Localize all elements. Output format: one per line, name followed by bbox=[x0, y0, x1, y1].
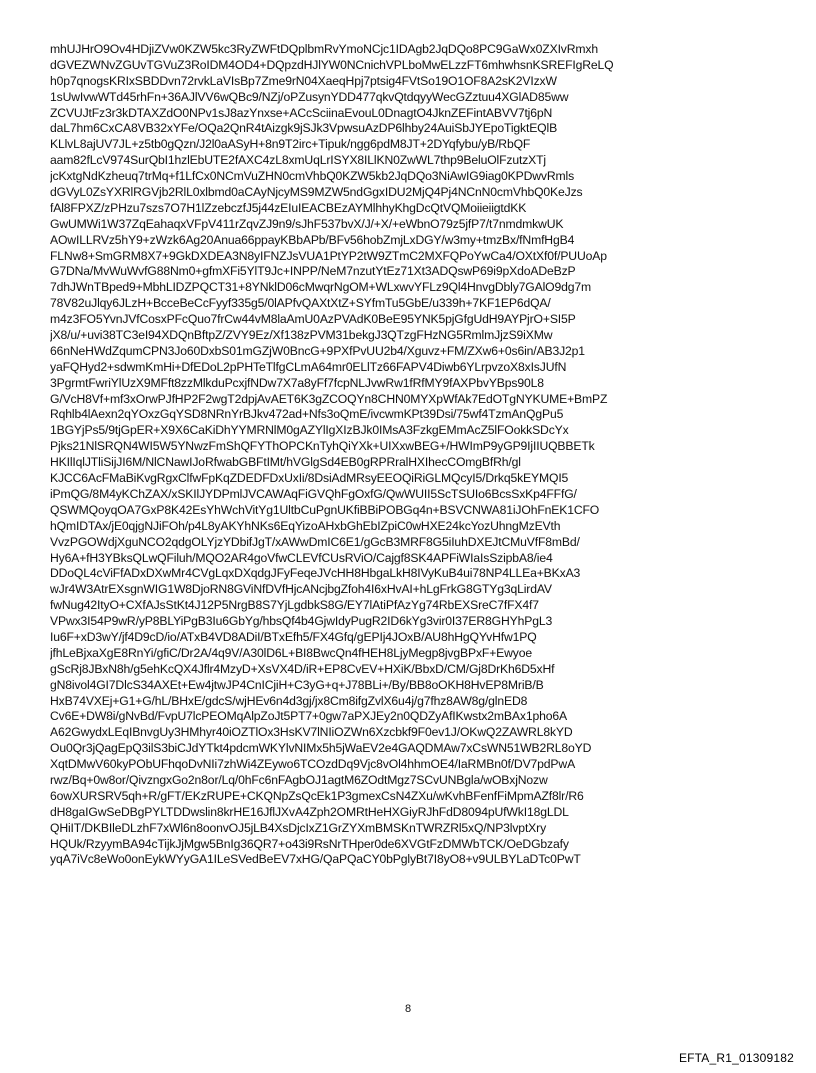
encoded-text-line: DDoQL4cViFfADxDXwMr4CVgLqxDXqdgJFyFeqeJVcHH8HbgaLkH8IVyKuB4ui78NP4LLEa+BKxA3 bbox=[50, 566, 581, 581]
encoded-text-line: fwNug42ItyO+CXfAJsStKt4J12P5NrgB8S7YjLgdbkS8G/EY7lAtiPfAzYg74RbEXSreC7fFX4f7 bbox=[50, 598, 539, 613]
encoded-text-line: VvzPGOWdjXguNCO2qdgOLYjzYDbifJgT/xAWwDmIC6E1/gGcB3MRF8G5iIuhDXEJtCMuVfF8mBd/ bbox=[50, 534, 580, 549]
encoded-text-line: ZCVUJtFz3r3kDTAXZdO0NPv1sJ8azYnxse+ACcSciinaEvouL0DnagtO4JknZEFintABVV7tj6pN bbox=[50, 105, 553, 120]
encoded-text-line: 66nNeHWdZqumCPN3Jo60DxbS01mGZjW0BncG+9PXfPvUU2b4/Xguvz+FM/ZXw6+0s6in/AB3J2p1 bbox=[50, 343, 585, 358]
page-number: 8 bbox=[404, 1003, 412, 1015]
encoded-text-line: jcKxtgNdKzheuq7trMq+f1LfCx0NCmVuZHN0cmVhbQ0KZW5kb2JqDQo3NiAwIG9iag0KPDwvRmls bbox=[50, 169, 575, 184]
encoded-text-line: Iu6F+xD3wY/jf4D9cD/io/ATxB4VD8ADiI/BTxEfh5/FX4Gfq/gEPIj4JOxB/AU8hHgQYvHfw1PQ bbox=[50, 629, 537, 644]
encoded-text-line: gN8ivol4GI7DlcS34AXEt+Ew4jtwJP4CnICjiH+C3yG+q+J78BLi+/By/BB8oOKH8HvEP8MriB/B bbox=[50, 677, 544, 692]
document-id-stamp: EFTA_R1_01309182 bbox=[678, 1051, 794, 1065]
encoded-text-line: daL7hm6CxCA8VB32xYFe/OQa2QnR4tAizgk9jSJk3VpwsuAzDP6lhby24AuiSbJYEpoTigktEQlB bbox=[50, 121, 558, 136]
encoded-text-line: FLNw8+SmGRM8X7+9GkDXDEA3N8yIFNZJsVUA1PtYP2tW9ZTmC2MXFQPoYwCa4/OXtXf0f/PUUoAp bbox=[50, 248, 607, 263]
encoded-text-line: Cv6E+DW8i/gNvBd/FvpU7lcPEOMqAlpZoJt5PT7+0gw7aPXJEy2n0QDZyAfIKwstx2mBAx1pho6A bbox=[50, 709, 567, 724]
encoded-text-line: 78V82uJlqy6JLzH+BcceBeCcFyyf335g5/0lAPfvQAXtXtZ+SYfmTu5GbE/u339h+7KF1EP6dQA/ bbox=[50, 296, 551, 311]
encoded-text-line: KJCC6AcFMaBiKvgRgxClfwFpKqZDEDFDxUxIi/8DsiAdMRsyEEOQiRiGLMQcyI5/Drkq5kEYMQI5 bbox=[50, 471, 569, 486]
encoded-text-line: 1sUwIvwWTd45rhFn+36AJlVV6wQBc9/NZj/oPZusynYDD477qkvQtdqyyWecGZztuu4XGlAD85ww bbox=[50, 89, 569, 104]
encoded-text-line: A62GwydxLEqIBnvgUy3HMhyr40iOZTlOx3HsKV7lNIiOZWn6Xzcbkf9F0ev1J/OKwQ2ZAWRL8kYD bbox=[50, 725, 573, 740]
encoded-text-line: dGVyL0ZsYXRlRGVjb2RlL0xlbmd0aCAyNjcyMS9MZW5ndGgxIDU2MjQ4Pj4NCnN0cmVhbQ0KeJzs bbox=[50, 185, 583, 200]
encoded-text-line: QHiIT/DKBIleDLzhF7xWl6n8oonvOJ5jLB4XsDjcIxZ1GrZYXmBMSKnTWRZRl5xQ/NP3lvptXry bbox=[50, 820, 547, 835]
encoded-text-line: HKIlIqlJTliSijJI6M/NlCNawIJoRfwabGBFtIMt/hVGlgSd4EB0gRPRralHXIhecCOmgBfRh/gl bbox=[50, 455, 521, 470]
encoded-text-line: hQmIDTAx/jE0qjgNJiFOh/p4L8yAKYhNKs6EqYizoAHxbGhEbIZpiC0wHXE24kcYozUhngMzEVth bbox=[50, 518, 561, 533]
encoded-text-line: VPwx3I54P9wR/yP8BLYiPgB3Iu6GbYg/hbsQf4b4GjwIdyPugR2ID6kYg3vir0I37ER8GHYhPgL3 bbox=[50, 614, 553, 629]
encoded-text-line: Pjks21NlSRQN4WI5W5YNwzFmShQFYThOPCKnTyhQiYXk+UIXxwBEG+/HWImP9yGP9IjIIUQBBETk bbox=[50, 439, 595, 454]
encoded-text-line: h0p7qnogsKRIxSBDDvn72rvkLaVIsBp7Zme9rN04XaeqHpj7ptsig4FVtSo19O1OF8A2sK2VIzxW bbox=[50, 73, 557, 88]
encoded-text-line: QSWMQoyqOA7GxP8K42EsYhWchVitYg1UltbCuPgnUKfiBBiPOBGq4n+BSVCNWA81iJOhFnEK1CFO bbox=[50, 502, 600, 517]
encoded-text-line: G/VcH8Vf+mf3xOrwPJfHP2F2wgT2dpjAvAET6K3gZCOQYn8CHN0MYXpWfAk7EdOTgNYKUME+BmPZ bbox=[50, 391, 608, 406]
encoded-text-line: gScRj8JBxN8h/g5ehKcQX4Jflr4MzyD+XsVX4D/iR+EP8CvEV+HXiK/BbxD/CM/Gj8DrKh6D5xHf bbox=[50, 661, 555, 676]
encoded-text-line: dH8gaIGwSeDBgPYLTDDwslin8krHE16JflJXvA4Zph2OMRtHeHXGiyRJhFdD8094pUfWkI18gLDL bbox=[50, 804, 569, 819]
encoded-text-line: XqtDMwV60kyPObUFhqoDvNIi7zhWi4ZEywo6TCOzdDq9Vjc8vOl4hhmOE4/IaRMBn0f/DV7pdPwA bbox=[50, 757, 576, 772]
encoded-text-line: Ou0Qr3jQagEpQ3ilS3biCJdYTkt4pdcmWKYlvNIMx5h5jWaEV2e4GAQDMAw7xCsWN51WB2RL8oYD bbox=[50, 741, 592, 756]
encoded-text-line: Rqhlb4lAexn2qYOxzGqYSD8NRnYrBJkv472ad+Nfs3oQmE/ivcwmKPt39Dsi/75wf4TzmAnQgPu5 bbox=[50, 407, 564, 422]
encoded-text-line: yqA7iVc8eWo0onEykWYyGA1ILeSVedBeEV7xHG/QaPQaCY0bPglyBt7I8yO8+v9ULBYLaDTc0PwT bbox=[50, 852, 581, 867]
encoded-text-line: G7DNa/MvWuWvfG88Nm0+gfmXFi5YlT9Jc+INPP/NeM7nzutYtEz71Xt3ADQswP69i9pXdoADeBzP bbox=[50, 264, 576, 279]
encoded-text-line: 7dhJWnTBped9+MbhLIDZPQCT31+8YNklD06cMwqrNgOM+WLxwvYFLz9Ql4HnvgDbly7GAlO9dg7m bbox=[50, 280, 591, 295]
encoded-text-line: HxB74VXEj+G1+G/hL/BHxE/gdcS/wjHEv6n4d3gj/jx8Cm8ifgZvlX6u4j/g7fhz8AW8g/glnED8 bbox=[50, 693, 528, 708]
encoded-text-line: iPmQG/8M4yKChZAX/xSKIlJYDPmlJVCAWAqFiGVQhFgOxfG/QwWUII5ScTSUIo6BcsSxKp4FFfG/ bbox=[50, 486, 577, 501]
encoded-text-line: 1BGYjPs5/9tjGpER+X9X6CaKiDhYYMRNlM0gAZYlIgXIzBJk0IMsA3FzkgEMmAcZ5lFOokkSDcYx bbox=[50, 423, 569, 438]
encoded-text-line: AOwILLRVz5hY9+zWzk6Ag20Anua66ppayKBbAPb/BFv56hobZmjLxDGY/w3my+tmzBx/fNmfHgB4 bbox=[50, 232, 575, 247]
encoded-text-line: GwUMWi1W37ZqEahaqxVFpV411rZqvZJ9n9/sJhF537bvX/J/+X/+eWbnO79z5jfP7/t7nmdmkwUK bbox=[50, 216, 564, 231]
encoded-text-line: dGVEZWNvZGUvTGVuZ3RoIDM4OD4+DQpzdHJlYW0NCnichVPLboMwELzzFT6mhwhsnKSREFIgReLQ bbox=[50, 57, 614, 72]
encoded-text-line: aam82fLcV974SurQbI1hzlEbUTE2fAXC4zL8xmUqLrISYX8ILlKN0ZwWL7thp9BeluOlFzutzXTj bbox=[50, 153, 546, 168]
encoded-text-line: Hy6A+fH3YBksQLwQFiluh/MQO2AR4goVfwCLEVfCUsRViO/Cajgf8SK4APFiWIaIsSzipbA8/ie4 bbox=[50, 550, 553, 565]
encoded-text-line: 6owXURSRV5qh+R/gFT/EKzRUPE+CKQNpZsQcEk1P3gmexCsN4ZXu/wKvhBFenfFiMpmAZf8lr/R6 bbox=[50, 788, 584, 803]
encoded-text-line: mhUJHrO9Ov4HDjiZVw0KZW5kc3RyZWFtDQplbmRvYmoNCjc1IDAgb2JqDQo8PC9GaWx0ZXIvRmxh bbox=[50, 42, 598, 56]
encoded-text-line: rwz/Bq+0w8or/QivzngxGo2n8or/Lq/0hFc6nFAgbOJ1agtM6ZOdtMgz7SCvUNBgla/wOBxjNozw bbox=[50, 772, 548, 787]
encoded-text-line: wJr4W3AtrEXsgnWIG1W8DjoRN8GViNfDVfHjcANcjbgZfoh4I6xHvAI+hLgFrkG8GTYg3qLirdAV bbox=[50, 582, 552, 597]
encoded-text-line: fAl8FPXZ/zPHzu7szs7O7H1lZzebczfJ5j44zEIuIEACBEzAYMlhhyKhgDcQtVQMoiieiigtdKK bbox=[50, 200, 527, 215]
encoded-text-line: jX8/u/+uvi38TC3eI94XDQnBftpZ/ZVY9Ez/Xf138zPVM31bekgJ3QTzgFHzNG5RmlmJjzS9iXMw bbox=[50, 328, 553, 343]
encoded-text-line: yaFQHyd2+sdwmKmHi+DfEDoL2pPHTeTlfgCLmA64mr0ELlTz66FAPV4Diwb6YLrpvzoX8xIsJUfN bbox=[50, 359, 567, 374]
encoded-text-line: m4z3FO5YvnJVfCosxPFcQuo7frCw44vM8laAmU0AzPVAdK0BeE95YNK5pjGfgUdH9AYPjrO+SI5P bbox=[50, 312, 576, 327]
base64-text-block bbox=[50, 42, 762, 868]
encoded-text-line: HQUk/RzyymBA94cTijkJjMgw5BnIg36QR7+o43i9RsNrTHper0de6XVGtFzDMWbTCK/OeDGbzafy bbox=[50, 836, 569, 851]
encoded-text-line: jfhLeBjxaXgE8RnYi/gfiC/Dr2A/4q9V/A30lD6L+BI8BwcQn4fHEH8LjyMegp8jvgBPxF+Ewyoe bbox=[50, 645, 532, 660]
encoded-text-line: 3PgrmtFwriYlUzX9MFft8zzMlkduPcxjfNDw7X7a8yFf7fcpNLJvwRw1fRfMY9fAXPbvYBps90L8 bbox=[50, 375, 544, 390]
encoded-text-line: KLlvL8ajUV7JL+z5tb0gQzn/J2l0aASyH+8n9T2irc+Tipuk/ngg6pdM8JT+2DYqfybu/yB/RbQF bbox=[50, 137, 531, 152]
